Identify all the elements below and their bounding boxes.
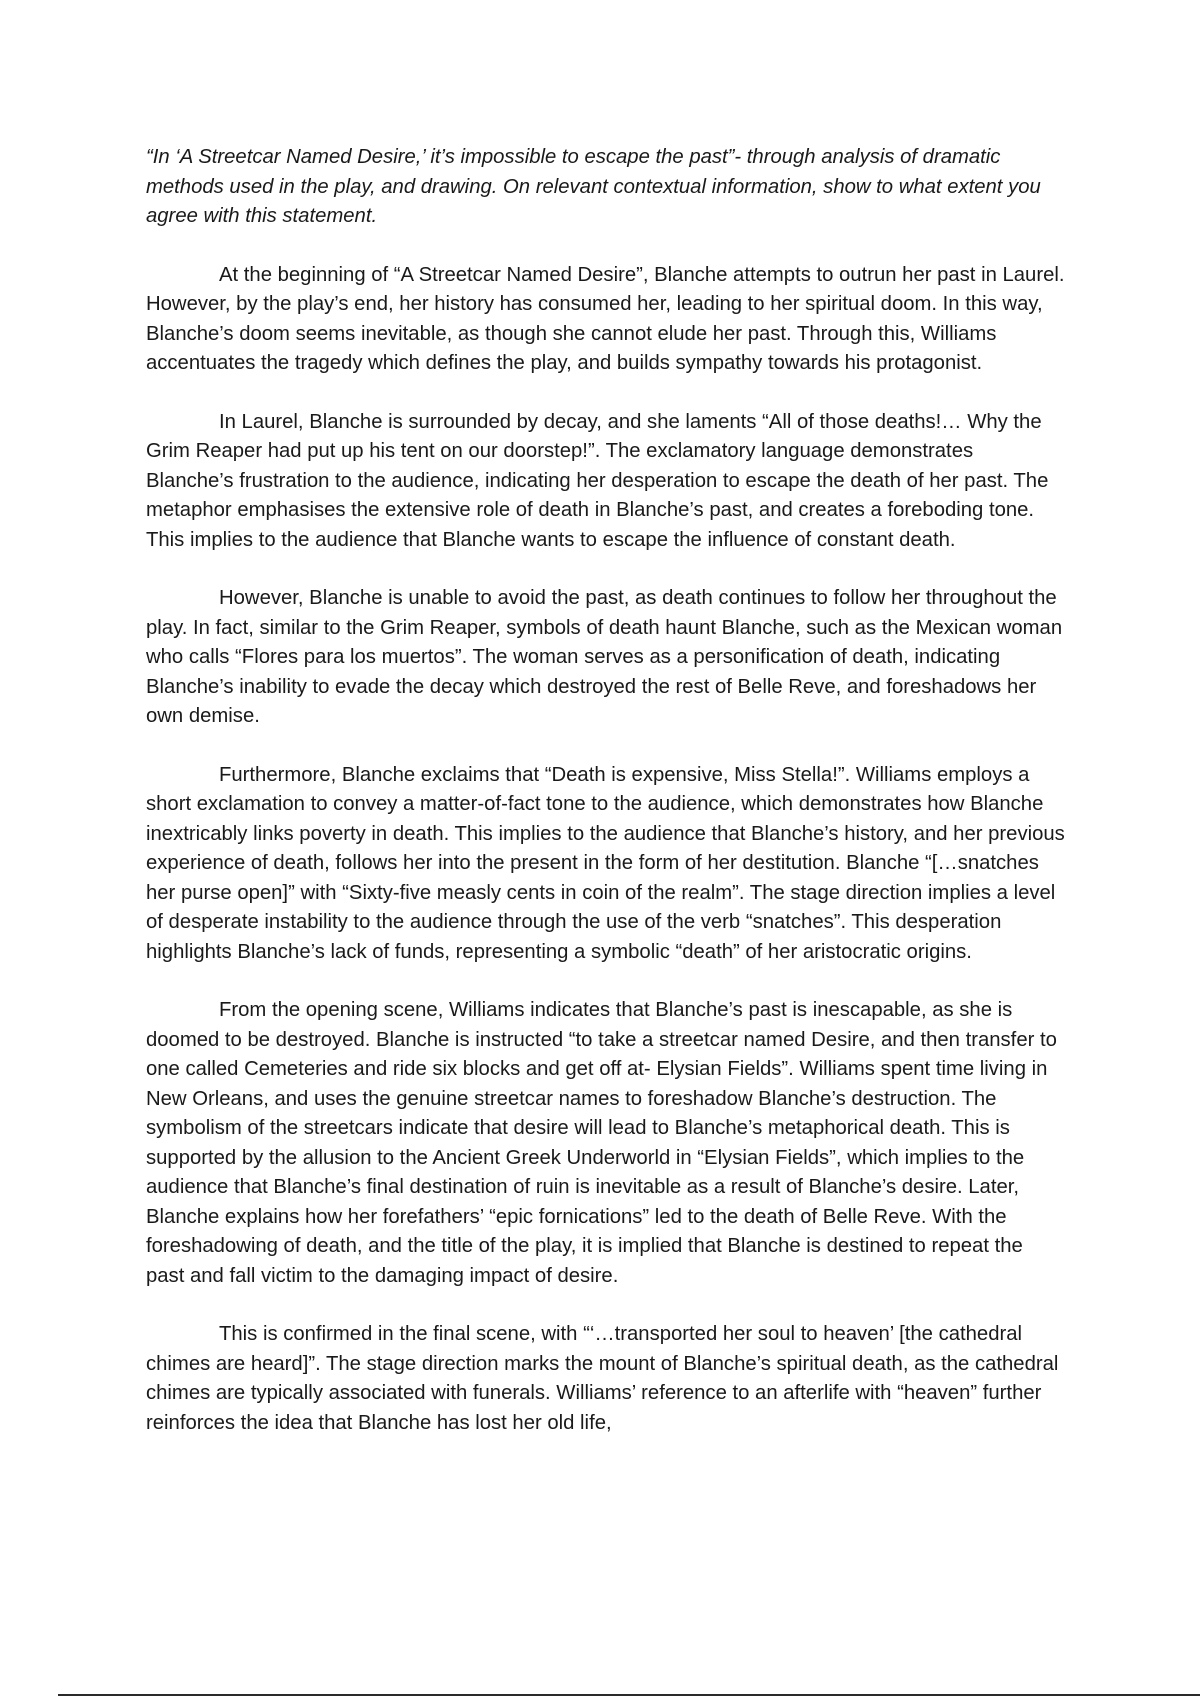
paragraph-laurel-decay: In Laurel, Blanche is surrounded by decay, and she laments “All of those deaths!… Why the Grim Reaper had put up his tent on our doorstep!”. The exclamatory language demonstrates Blanche’s frustration to the audience, indicating her desperation to escape the death of her past. The metaphor emphasises the extensive role of death in Blanche’s past, and creates a foreboding tone. This implies to the audience that Blanche wants to escape the influence of constant death. [146, 410, 1049, 551]
page-bottom-divider [58, 1694, 1200, 1696]
paragraph-death-follows: However, Blanche is unable to avoid the past, as death continues to follow her throughout the play. In fact, similar to the Grim Reaper, symbols of death haunt Blanche, such as the Mexican woman who calls “Flores para los muertos”. The woman serves as a personification of death, indicating Blanche’s inability to evade the decay which destroyed the rest of Belle Reve, and foreshadows her own demise. [146, 587, 1063, 727]
paragraph-final-scene: This is confirmed in the final scene, with “‘…transported her soul to heaven’ [the cathedral chimes are heard]”. The stage direction marks the mount of Blanche’s spiritual death, as the cathedral chimes are typically associated with funerals. Williams’ reference to an afterlife with “heaven” further reinforces the idea that Blanche has lost her old life, [146, 1323, 1059, 1434]
paragraph-death-expensive: Furthermore, Blanche exclaims that “Death is expensive, Miss Stella!”. Williams employs a short exclamation to convey a matter-of-fact tone to the audience, which demonstrates how Blanche inextricably links poverty in death. This implies to the audience that Blanche’s history, and her previous experience of death, follows her into the present in the form of her destitution. Blanche “[…snatches her purse open]” with “Sixty-five measly cents in coin of the realm”. The stage direction implies a level of desperate instability to the audience through the use of the verb “snatches”. This desperation highlights Blanche’s lack of funds, representing a symbolic “death” of her aristocratic origins. [146, 763, 1065, 963]
paragraph-introduction: At the beginning of “A Streetcar Named Desire”, Blanche attempts to outrun her past in Laurel. However, by the play’s end, her history has consumed her, leading to her spiritual doom. In this way, Blanche’s doom seems inevitable, as though she cannot elude her past. Through this, Williams accentuates the tragedy which defines the play, and builds sympathy towards his protagonist. [146, 263, 1065, 374]
paragraph-streetcar-symbolism: From the opening scene, Williams indicates that Blanche’s past is inescapable, as she is doomed to be destroyed. Blanche is instructed “to take a streetcar named Desire, and then transfer to one called Cemeteries and ride six blocks and get off at- Elysian Fields”. Williams spent time living in New Orleans, and uses the genuine streetcar names to foreshadow Blanche’s destruction. The symbolism of the streetcars indicate that desire will lead to Blanche’s metaphorical death. This is supported by the allusion to the Ancient Greek Underworld in “Elysian Fields”, which implies to the audience that Blanche’s final destination of ruin is inevitable as a result of Blanche’s desire. Later, Blanche explains how her forefathers’ “epic fornications” led to the death of Belle Reve. With the foreshadowing of death, and the title of the play, it is implied that Blanche is destined to repeat the past and fall victim to the damaging impact of desire. [146, 999, 1057, 1287]
essay-question: “In ‘A Streetcar Named Desire,’ it’s impossible to escape the past”- through analysis of dramatic methods used in the play, and drawing. On relevant contextual information, show to what extent you agree with this statement. [146, 146, 1041, 227]
document-page [146, 143, 1066, 1438]
